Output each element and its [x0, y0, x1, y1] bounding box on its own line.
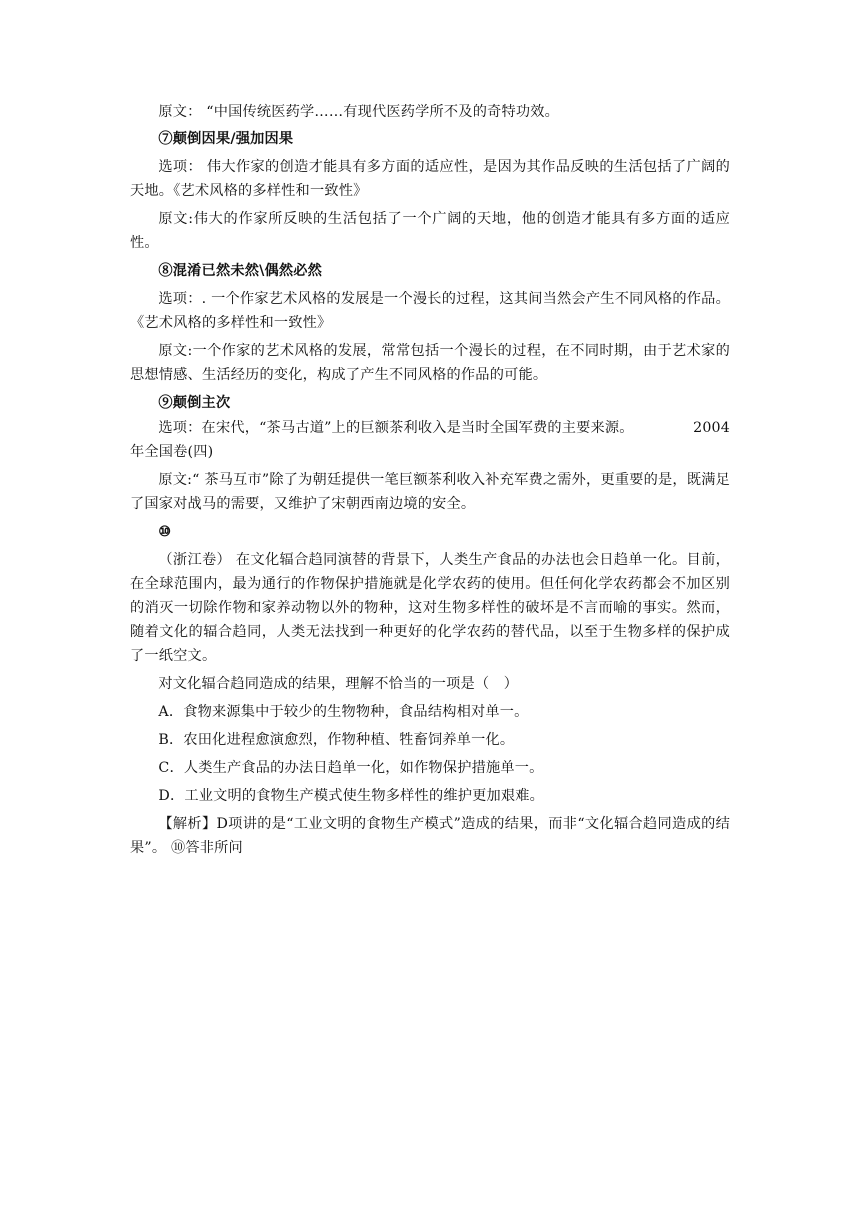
heading-7: ⑦颠倒因果/强加因果	[158, 131, 294, 147]
choice-d: D．工业文明的食物生产模式使生物多样性的维护更加艰难。	[158, 788, 545, 804]
option-text-3-main: 选项：在宋代，“茶马古道”上的巨额茶利收入是当时全国军费的主要来源。	[158, 420, 634, 436]
heading-8: ⑧混淆已然未然\偶然必然	[158, 263, 323, 279]
choice-b: B．农田化进程愈演愈烈，作物种植、牲畜饲养单一化。	[158, 732, 515, 748]
option-text-3-source: 年全国卷(四)	[130, 444, 214, 460]
choice-a: A．食物来源集中于较少的生物物种，食品结构相对单一。	[158, 704, 529, 720]
document-page	[130, 100, 730, 863]
question-stem: 对文化辐合趋同造成的结果，理解不恰当的一项是（ ）	[158, 676, 519, 692]
original-text-1: 原文： “中国传统医药学……有现代医药学所不及的奇特功效。	[158, 104, 560, 120]
original-text-3: 原文:一个作家的艺术风格的发展，常常包括一个漫长的过程，在不同时期，由于艺术家的思想情感、生活经历的变化，构成了产生不同风格的作品的可能。	[130, 343, 730, 383]
option-text-2: 选项：. 一个作家艺术风格的发展是一个漫长的过程，这其间当然会产生不同风格的作品。 《艺术风格的多样性和一致性》	[130, 291, 730, 331]
heading-10: ⑩	[158, 524, 172, 540]
choice-c: C．人类生产食品的办法日趋单一化，如作物保护措施单一。	[158, 760, 544, 776]
option-text-3-line	[130, 416, 730, 440]
answer-analysis: 【解析】D项讲的是“工业文明的食物生产模式”造成的结果，而非“文化辐合趋同造成的结果”。 ⑩答非所问	[130, 816, 730, 856]
option-text-3	[130, 416, 730, 440]
option-text-3-year: 2004	[693, 420, 730, 436]
exam-passage: （浙江卷） 在文化辐合趋同演替的背景下，人类生产食品的办法也会日趋单一化。目前，在全球范围内，最为通行的作物保护措施就是化学农药的使用。但任何化学农药都会不加区别的消灭一切除作物和家养动物以外的物种，这对生物多样性的破坏是不言而喻的事实。然而，随着文化的辐合趋同，人类无法找到一种更好的化学农药的替代品，以至于生物多样的保护成了一纸空文。	[130, 552, 730, 664]
heading-9: ⑨颠倒主次	[158, 395, 231, 411]
original-text-2: 原文:伟大的作家所反映的生活包括了一个广阔的天地，他的创造才能具有多方面的适应性。	[130, 211, 730, 251]
option-text-1: 选项： 伟大作家的创造才能具有多方面的适应性，是因为其作品反映的生活包括了广阔的天地。《艺术风格的多样性和一致性》	[130, 159, 730, 199]
original-text-4: 原文:“ 茶马互市”除了为朝廷提供一笔巨额茶利收入补充军费之需外，更重要的是，既满足了国家对战马的需要，又维护了宋朝西南边境的安全。	[130, 472, 730, 512]
